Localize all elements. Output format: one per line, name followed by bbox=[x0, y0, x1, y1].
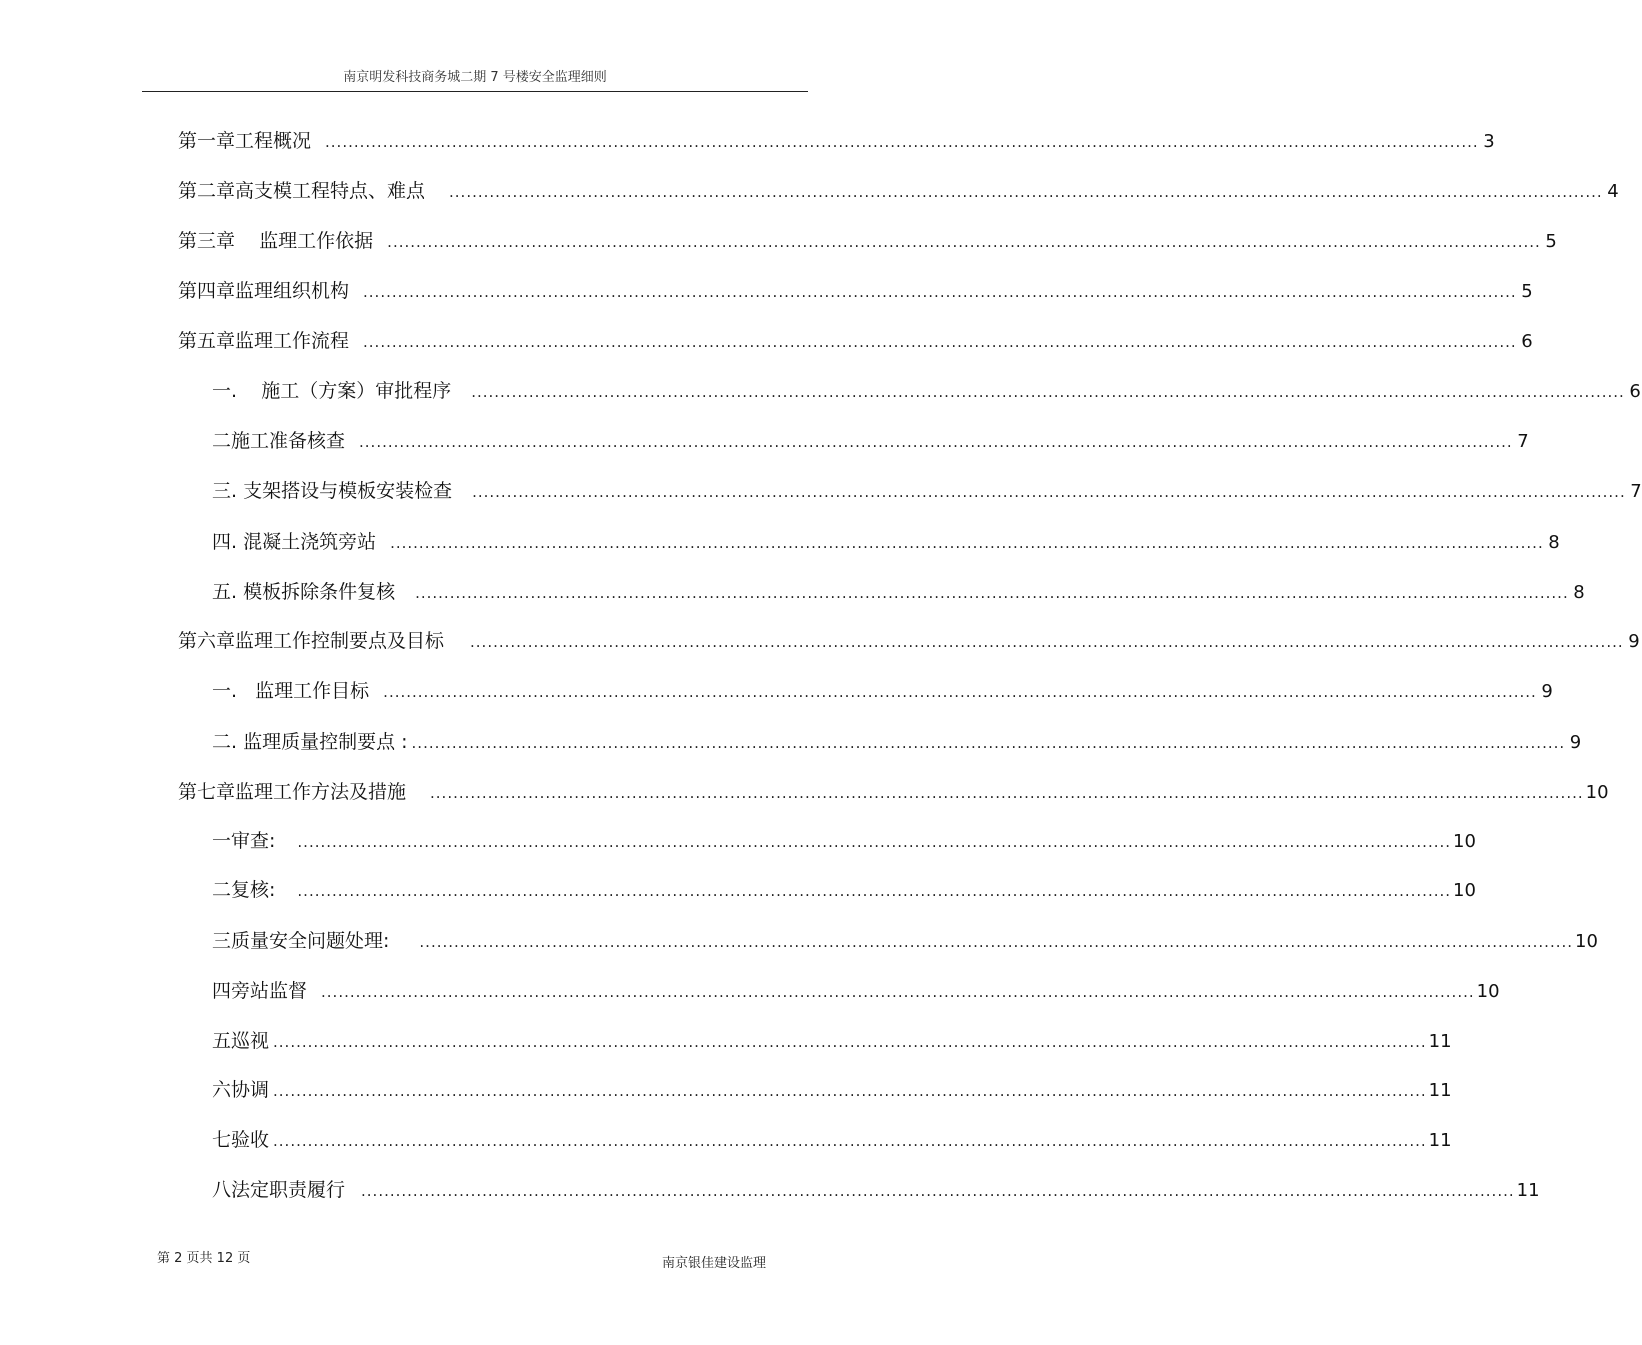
toc-entry-title: 第三章 监理工作依据 bbox=[178, 230, 374, 252]
toc-entry[interactable] bbox=[212, 428, 1529, 454]
toc-entry-page: 9 bbox=[1541, 681, 1553, 702]
toc-leader-dots: ........................................................................................................................................................................................................ bbox=[419, 933, 1574, 951]
toc-entry[interactable] bbox=[212, 978, 1500, 1004]
toc-leader-dots: ........................................................................................................................................................................................................ bbox=[321, 983, 1475, 1001]
toc-entry[interactable] bbox=[178, 628, 1640, 654]
toc-entry-title: 第四章监理组织机构 bbox=[178, 280, 350, 302]
toc-leader-dots: ........................................................................................................................................................................................................ bbox=[383, 683, 1537, 701]
toc-entry-title: 第二章高支模工程特点、难点 bbox=[178, 180, 426, 202]
toc-leader-dots: ........................................................................................................................................................................................................ bbox=[390, 534, 1544, 552]
toc-entry[interactable] bbox=[212, 729, 1582, 755]
toc-entry[interactable] bbox=[212, 478, 1642, 504]
toc-entry-page: 8 bbox=[1573, 582, 1585, 603]
toc-entry-page: 10 bbox=[1453, 880, 1476, 901]
toc-entry-page: 9 bbox=[1628, 631, 1640, 652]
toc-entry[interactable] bbox=[212, 877, 1476, 903]
toc-leader-dots: ........................................................................................................................................................................................................ bbox=[363, 283, 1517, 301]
toc-entry-page: 10 bbox=[1575, 931, 1598, 952]
toc-entry-page: 7 bbox=[1630, 481, 1642, 502]
toc-entry-page: 3 bbox=[1483, 131, 1495, 152]
toc-entry-title: 三. 支架搭设与模板安装检查 bbox=[212, 480, 453, 502]
toc-leader-dots: ........................................................................................................................................................................................................ bbox=[363, 333, 1517, 351]
toc-entry-page: 4 bbox=[1607, 181, 1619, 202]
toc-entry-page: 10 bbox=[1453, 831, 1476, 852]
toc-leader-dots: ........................................................................................................................................................................................................ bbox=[297, 882, 1452, 900]
toc-entry-title: 二施工准备核查 bbox=[212, 430, 346, 452]
toc-entry[interactable] bbox=[212, 1028, 1452, 1054]
toc-entry-page: 10 bbox=[1585, 782, 1609, 803]
toc-entry-title: 第五章监理工作流程 bbox=[178, 330, 350, 352]
toc-entry-title: 二复核: bbox=[212, 879, 276, 901]
toc-leader-dots: ........................................................................................................................................................................................................ bbox=[273, 1082, 1427, 1100]
toc-entry[interactable] bbox=[178, 178, 1619, 204]
toc-entry-page: 5 bbox=[1545, 231, 1557, 252]
toc-entry-title: 第六章监理工作控制要点及目标 bbox=[178, 630, 445, 652]
toc-entry-page: 8 bbox=[1548, 532, 1560, 553]
toc-entry[interactable] bbox=[178, 278, 1533, 304]
toc-entry[interactable] bbox=[212, 378, 1641, 404]
toc-entry[interactable] bbox=[178, 328, 1533, 354]
toc-leader-dots: ........................................................................................................................................................................................................ bbox=[273, 1033, 1427, 1051]
toc-entry[interactable] bbox=[212, 928, 1598, 954]
toc-leader-dots: ........................................................................................................................................................................................................ bbox=[471, 383, 1625, 401]
toc-entry-title: 五巡视 bbox=[212, 1030, 270, 1052]
toc-entry[interactable] bbox=[178, 128, 1495, 154]
page-number-footer: 第 2 页共 12 页 bbox=[157, 1251, 251, 1266]
toc-entry[interactable] bbox=[212, 1177, 1540, 1203]
toc-entry-title: 四. 混凝土浇筑旁站 bbox=[212, 531, 377, 553]
toc-leader-dots: ........................................................................................................................................................................................................ bbox=[430, 784, 1584, 802]
toc-leader-dots: ........................................................................................................................................................................................................ bbox=[297, 833, 1452, 851]
toc-entry-page: 5 bbox=[1521, 281, 1533, 302]
toc-entry-title: 三质量安全问题处理: bbox=[212, 930, 390, 952]
toc-entry-page: 9 bbox=[1569, 732, 1582, 753]
toc-entry-title: 七验收 bbox=[212, 1129, 270, 1151]
toc-entry-page: 6 bbox=[1521, 331, 1533, 352]
toc-entry-title: 第一章工程概况 bbox=[178, 130, 312, 152]
toc-entry-page: 6 bbox=[1629, 381, 1641, 402]
toc-entry-page: 11 bbox=[1428, 1130, 1452, 1151]
toc-entry-title: 八法定职责履行 bbox=[212, 1179, 346, 1201]
toc-entry[interactable] bbox=[178, 779, 1609, 805]
toc-entry[interactable] bbox=[212, 1127, 1452, 1153]
toc-entry-title: 一审查: bbox=[212, 830, 276, 852]
toc-leader-dots: ........................................................................................................................................................................................................ bbox=[470, 633, 1624, 651]
toc-entry-page: 11 bbox=[1428, 1080, 1452, 1101]
toc-entry-title: 五. 模板拆除条件复核 bbox=[212, 581, 396, 603]
toc-leader-dots: ........................................................................................................................................................................................................ bbox=[415, 584, 1569, 602]
toc-leader-dots: ........................................................................................................................................................................................................ bbox=[387, 233, 1541, 251]
toc-entry-page: 11 bbox=[1428, 1031, 1452, 1052]
toc-entry[interactable] bbox=[178, 228, 1557, 254]
toc-entry[interactable] bbox=[212, 828, 1476, 854]
company-footer: 南京银佳建设监理 bbox=[662, 1256, 767, 1271]
toc-entry-page: 11 bbox=[1516, 1180, 1540, 1201]
toc-entry[interactable] bbox=[212, 678, 1553, 704]
toc-leader-dots: ........................................................................................................................................................................................................ bbox=[449, 183, 1603, 201]
toc-entry-title: 一. 施工（方案）审批程序 bbox=[212, 380, 452, 402]
toc-entry[interactable] bbox=[212, 529, 1560, 555]
toc-entry[interactable] bbox=[212, 579, 1585, 605]
toc-leader-dots: ........................................................................................................................................................................................................ bbox=[273, 1132, 1427, 1150]
toc-leader-dots: ........................................................................................................................................................................................................ bbox=[472, 483, 1626, 501]
toc-leader-dots: ........................................................................................................................................................................................................ bbox=[361, 1182, 1515, 1200]
toc-entry-title: 四旁站监督 bbox=[212, 980, 308, 1002]
toc-leader-dots: ........................................................................................................................................................................................................ bbox=[325, 133, 1479, 151]
toc-entry[interactable] bbox=[212, 1077, 1452, 1103]
toc-leader-dots: ........................................................................................................................................................................................................ bbox=[411, 734, 1566, 752]
running-header: 南京明发科技商务城二期 7 号楼安全监理细则 bbox=[343, 70, 607, 85]
toc-leader-dots: ........................................................................................................................................................................................................ bbox=[359, 433, 1513, 451]
toc-entry-title: 一. 监理工作目标 bbox=[212, 680, 370, 702]
toc-entry-page: 10 bbox=[1476, 981, 1500, 1002]
toc-entry-title: 二. 监理质量控制要点 : bbox=[212, 731, 408, 753]
toc-entry-title: 六协调 bbox=[212, 1079, 270, 1101]
toc-entry-page: 7 bbox=[1517, 431, 1529, 452]
toc-entry-title: 第七章监理工作方法及措施 bbox=[178, 781, 407, 803]
header-rule bbox=[142, 91, 808, 92]
